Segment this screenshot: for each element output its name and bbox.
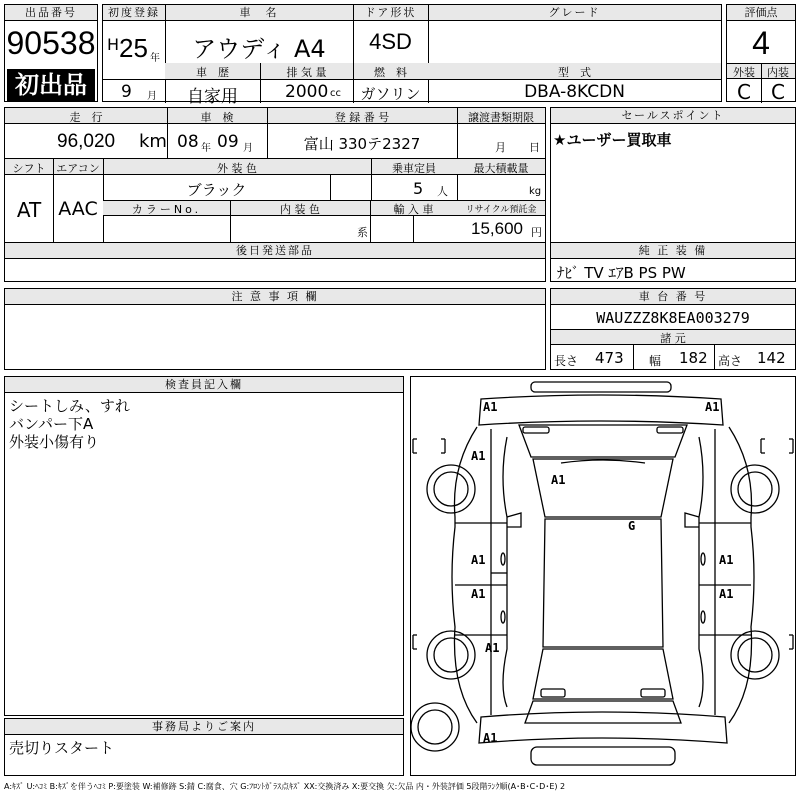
damage-legend: A:ｷｽﾞ U:ﾍｺﾐ B:ｷｽﾞを伴うﾍｺﾐ P:要塗装 W:補修跡 S:錆 C:腐食、穴 G:ﾌﾛﾝﾄｶﾞﾗｽ点ｷｽﾞ XX:交換済み X:要交換 欠:欠品 内・外装評価 5段階ﾗﾝｸ順(A･B･C･D･E) 2 — [4, 782, 566, 791]
score-label: 評価点 — [727, 5, 795, 21]
exterior-score: C — [737, 80, 751, 104]
first-reg-month-unit: 月 — [147, 91, 157, 102]
car-name: アウディ A4 — [192, 35, 326, 63]
inspector-line-2: バンパー下A — [9, 415, 94, 433]
inspector-box — [4, 376, 404, 716]
shift-label: シフト — [12, 162, 46, 175]
office-label: 事務局よりご案内 — [5, 719, 403, 735]
chassis-box — [550, 288, 796, 370]
fuel-label: 燃 料 — [374, 66, 407, 79]
model-label: 型 式 — [558, 66, 591, 79]
sales-point-label: セールスポイント — [551, 108, 795, 124]
inspector-label: 検査員記入欄 — [5, 377, 403, 393]
sales-point-box — [550, 107, 796, 243]
capacity-unit: 人 — [437, 185, 448, 198]
ext-color-value: ブラック — [186, 181, 247, 199]
score-value: 4 — [752, 25, 770, 61]
history-value: 自家用 — [187, 87, 238, 107]
capacity-label: 乗車定員 — [392, 162, 436, 175]
length-label: 長さ — [554, 354, 579, 368]
sales-point-value: ★ユーザー買取車 — [553, 131, 672, 149]
mileage-label: 走 行 — [69, 111, 103, 124]
inspection-label: 車 検 — [200, 111, 234, 124]
displacement-unit: cc — [330, 88, 341, 99]
aircon-label: エアコン — [56, 162, 100, 175]
import-label: 輸 入 車 — [393, 203, 434, 216]
car-name-label: 車 名 — [165, 5, 353, 21]
equipment-label: 純 正 装 備 — [551, 243, 795, 259]
displacement-label: 排 気 量 — [286, 66, 327, 79]
int-color-suffix: 系 — [357, 226, 368, 239]
notes-box — [4, 288, 546, 370]
first-reg-label: 初度登録 — [103, 5, 165, 21]
aircon-value: AAC — [58, 198, 98, 220]
interior-score: C — [771, 80, 785, 104]
chassis-label: 車 台 番 号 — [551, 289, 795, 305]
first-listing-badge: 初出品 — [7, 69, 95, 101]
registration-value: 富山 330テ2327 — [303, 135, 421, 153]
interior-label: 内装 — [767, 66, 789, 79]
inspection-month-unit: 月 — [243, 143, 253, 154]
width-label: 幅 — [649, 354, 662, 368]
score-box — [726, 4, 796, 102]
transfer-day-unit: 日 — [529, 141, 540, 154]
capacity-value: 5 — [413, 179, 424, 198]
damage-mark-rear-door-left: A1 — [471, 587, 486, 601]
width-value: 182 — [679, 349, 708, 367]
first-reg-era: H — [107, 35, 120, 54]
equipment-value: ﾅﾋﾞ TV ｴｱB PS PW — [557, 264, 686, 282]
dimensions-label: 諸 元 — [660, 332, 686, 345]
grade-label: グレード — [428, 5, 721, 21]
damage-mark-rear-door-right: A1 — [719, 587, 734, 601]
car-outline — [411, 377, 795, 775]
damage-mark-hood: A1 — [551, 473, 566, 487]
max-load-label: 最大積載量 — [473, 162, 529, 175]
damage-mark-rear-fender-left: A1 — [485, 641, 500, 655]
height-label: 高さ — [718, 354, 743, 368]
inspector-line-1: シートしみ、すれ — [9, 397, 130, 415]
displacement-value: 2000 — [285, 82, 329, 102]
mileage-unit: km — [139, 131, 167, 152]
recycle-label: リサイクル預託金 — [465, 205, 537, 215]
length-value: 473 — [595, 349, 624, 367]
registration-label: 登 録 番 号 — [334, 111, 390, 124]
mileage-value: 96,020 — [57, 131, 116, 152]
lot-number-box — [4, 4, 98, 102]
header-grid-row1 — [102, 4, 722, 107]
notes-label: 注 意 事 項 欄 — [5, 289, 545, 305]
office-value: 売切りスタート — [9, 739, 115, 757]
transfer-month-unit: 月 — [495, 141, 506, 154]
inspection-year-unit: 年 — [201, 143, 211, 154]
details-grid — [4, 107, 546, 243]
office-box — [4, 718, 404, 776]
lot-number-label: 出品番号 — [5, 5, 97, 21]
car-diagram — [410, 376, 796, 776]
later-parts-label: 後日発送部品 — [5, 243, 545, 259]
exterior-label: 外装 — [733, 66, 755, 79]
int-color-label: 内 装 色 — [280, 203, 320, 216]
later-parts-box — [4, 242, 546, 282]
first-reg-month: 9 — [121, 82, 132, 102]
shift-value: AT — [16, 198, 42, 222]
door-shape: 4SD — [369, 29, 412, 54]
damage-mark-windshield: G — [628, 519, 636, 533]
damage-mark-front-left: A1 — [483, 400, 498, 414]
damage-mark-rear-bumper-left: A1 — [483, 731, 498, 745]
damage-mark-front-door-left: A1 — [471, 553, 486, 567]
inspection-month: 09 — [217, 132, 239, 152]
door-label: ドア形状 — [353, 5, 428, 21]
inspection-year: 08 — [177, 132, 199, 152]
max-load-unit: kg — [529, 186, 542, 197]
color-no-label: カラーNo. — [131, 203, 202, 216]
first-reg-year: 25 — [119, 33, 148, 63]
history-label: 車 歴 — [196, 66, 229, 79]
first-reg-year-unit: 年 — [150, 53, 160, 64]
fuel-value: ガソリン — [360, 85, 421, 103]
damage-mark-front-fender-left: A1 — [471, 449, 486, 463]
equipment-box — [550, 242, 796, 282]
height-value: 142 — [757, 349, 786, 367]
model-value: DBA-8KCDN — [524, 82, 625, 102]
recycle-unit: 円 — [531, 226, 542, 239]
damage-mark-front-door-right: A1 — [719, 553, 734, 567]
ext-color-label: 外 装 色 — [217, 162, 257, 175]
recycle-value: 15,600 — [471, 219, 523, 238]
chassis-number: WAUZZZ8K8EA003279 — [596, 309, 750, 327]
transfer-label: 譲渡書類期限 — [468, 111, 534, 124]
lot-number: 90538 — [6, 25, 96, 61]
damage-mark-front-right: A1 — [705, 400, 720, 414]
inspector-line-3: 外装小傷有り — [9, 433, 100, 451]
